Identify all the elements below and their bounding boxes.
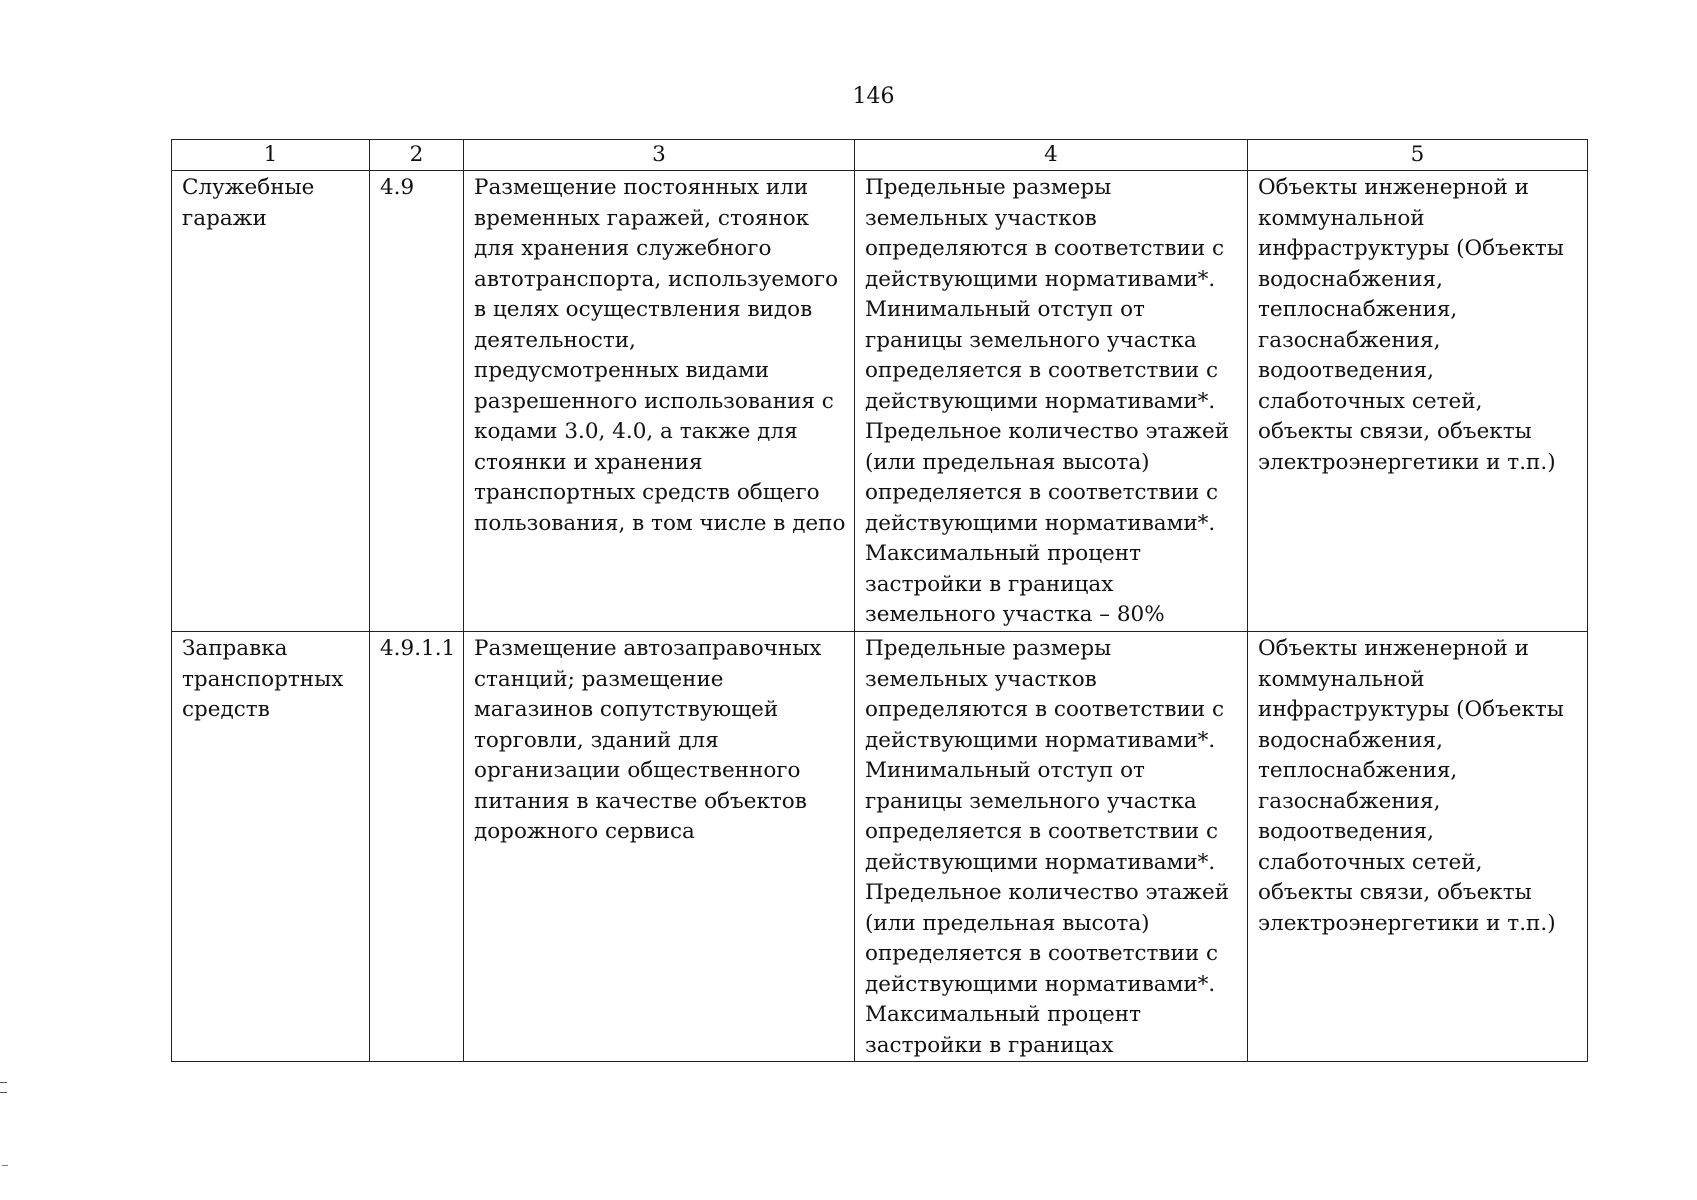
use-type-description: Размещение постоянных или временных гаражей, стоянок для хранения служебного автотранспорта, используемого в целях осуществления видов деятельности, предусмотренных видами разрешенного использования с кодами 3.0, 4.0, а также для стоянки и хранения транспортных средств общего пользования, в том числе в депо: [464, 171, 855, 632]
page-number: 146: [852, 84, 895, 109]
table-row: [172, 171, 1588, 632]
use-type-code: 4.9: [370, 171, 464, 632]
use-type-name: Служебные гаражи: [172, 171, 370, 632]
use-type-objects: Объекты инженерной и коммунальной инфраструктуры (Объекты водоснабжения, теплоснабжения, газоснабжения, водоотведения, слаботочных сетей, объекты связи, объекты электроэнергетики и т.п.): [1248, 171, 1588, 632]
column-header-2: 2: [370, 140, 464, 171]
scan-artifact: [0, 1082, 7, 1093]
header-row: [172, 140, 1588, 171]
use-type-parameters: Предельные размеры земельных участков определяются в соответствии с действующими нормативами*. Минимальный отступ от границы земельного участка определяется в соответствии с действующими нормативами*. Предельное количество этажей (или предельная высота) определяется в соответствии с действующими нормативами*. Максимальный процент застройки в границах: [855, 632, 1248, 1062]
use-type-name: Заправка транспортных средств: [172, 632, 370, 1062]
scan-artifact: [2, 1165, 8, 1166]
use-type-code: 4.9.1.1: [370, 632, 464, 1062]
use-type-objects: Объекты инженерной и коммунальной инфраструктуры (Объекты водоснабжения, теплоснабжения, газоснабжения, водоотведения, слаботочных сетей, объекты связи, объекты электроэнергетики и т.п.): [1248, 632, 1588, 1062]
column-header-1: 1: [172, 140, 370, 171]
column-header-3: 3: [464, 140, 855, 171]
use-type-description: Размещение автозаправочных станций; размещение магазинов сопутствующей торговли, зданий для организации общественного питания в качестве объектов дорожного сервиса: [464, 632, 855, 1062]
column-header-4: 4: [855, 140, 1248, 171]
table-row: [172, 632, 1588, 1062]
use-type-parameters: Предельные размеры земельных участков определяются в соответствии с действующими нормативами*. Минимальный отступ от границы земельного участка определяется в соответствии с действующими нормативами*. Предельное количество этажей (или предельная высота) определяется в соответствии с действующими нормативами*. Максимальный процент застройки в границах земельного участка – 80%: [855, 171, 1248, 632]
land-use-table: [171, 139, 1588, 1062]
column-header-5: 5: [1248, 140, 1588, 171]
